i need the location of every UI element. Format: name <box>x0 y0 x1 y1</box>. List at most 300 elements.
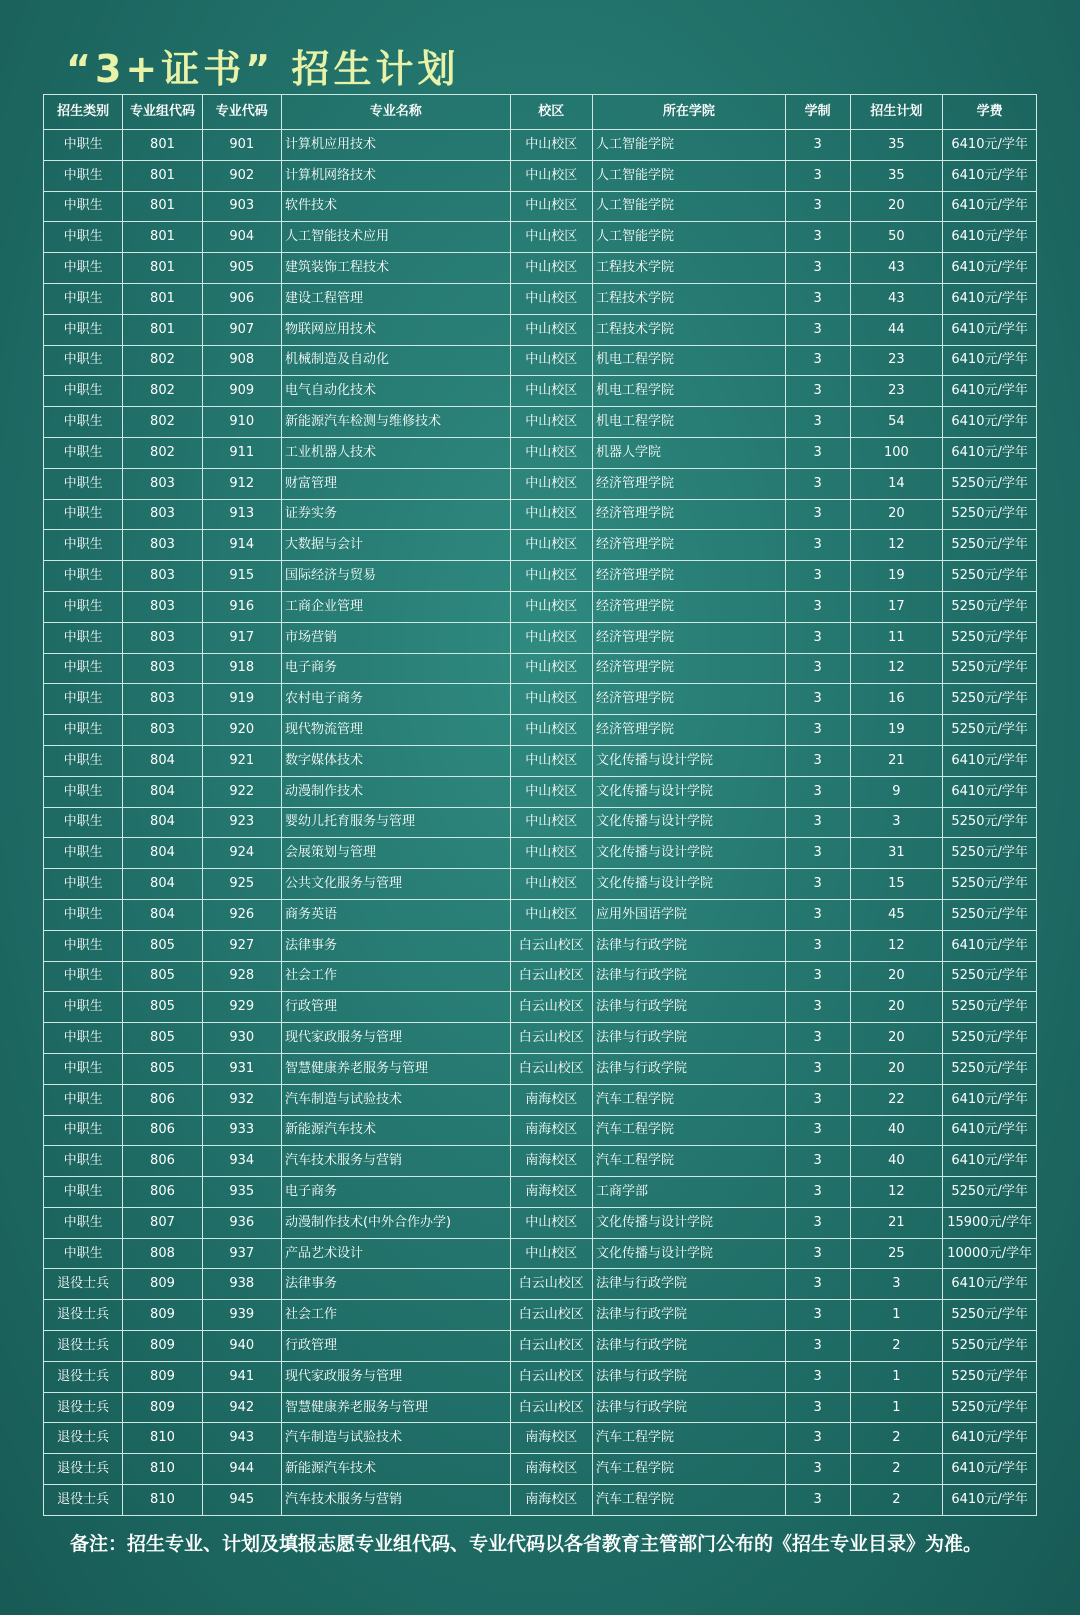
cell-group-code: 809 <box>123 1361 202 1392</box>
cell-major-name: 婴幼儿托育服务与管理 <box>281 807 510 838</box>
table-row <box>44 283 1037 314</box>
cell-campus: 白云山校区 <box>510 930 592 961</box>
cell-tuition: 6410元/学年 <box>943 1454 1037 1485</box>
cell-college: 法律与行政学院 <box>593 1300 786 1331</box>
cell-group-code: 801 <box>123 314 202 345</box>
cell-quota: 2 <box>850 1454 943 1485</box>
cell-group-code: 803 <box>123 468 202 499</box>
cell-major-name: 工商企业管理 <box>281 591 510 622</box>
cell-major-name: 现代物流管理 <box>281 715 510 746</box>
cell-major-name: 汽车技术服务与营销 <box>281 1146 510 1177</box>
cell-tuition: 5250元/学年 <box>943 1300 1037 1331</box>
cell-group-code: 802 <box>123 407 202 438</box>
cell-duration: 3 <box>785 1454 850 1485</box>
cell-major-code: 928 <box>202 961 281 992</box>
table-row <box>44 591 1037 622</box>
table-body <box>44 130 1037 1516</box>
table-row <box>44 407 1037 438</box>
cell-major-code: 901 <box>202 130 281 161</box>
enrollment-plan-table <box>43 94 1037 1516</box>
cell-quota: 20 <box>850 1053 943 1084</box>
cell-major-name: 计算机网络技术 <box>281 160 510 191</box>
cell-campus: 中山校区 <box>510 561 592 592</box>
cell-category: 中职生 <box>44 561 123 592</box>
cell-category: 中职生 <box>44 1115 123 1146</box>
cell-major-name: 电气自动化技术 <box>281 376 510 407</box>
cell-category: 中职生 <box>44 992 123 1023</box>
cell-quota: 45 <box>850 899 943 930</box>
cell-duration: 3 <box>785 1485 850 1516</box>
cell-quota: 1 <box>850 1361 943 1392</box>
cell-duration: 3 <box>785 1238 850 1269</box>
cell-major-code: 940 <box>202 1331 281 1362</box>
table-row <box>44 1084 1037 1115</box>
cell-campus: 中山校区 <box>510 622 592 653</box>
cell-group-code: 802 <box>123 345 202 376</box>
cell-quota: 2 <box>850 1331 943 1362</box>
cell-campus: 中山校区 <box>510 407 592 438</box>
cell-major-code: 911 <box>202 437 281 468</box>
cell-quota: 1 <box>850 1300 943 1331</box>
cell-major-name: 工业机器人技术 <box>281 437 510 468</box>
cell-tuition: 5250元/学年 <box>943 899 1037 930</box>
cell-college: 机电工程学院 <box>593 345 786 376</box>
cell-category: 中职生 <box>44 1053 123 1084</box>
cell-duration: 3 <box>785 1146 850 1177</box>
table-row <box>44 530 1037 561</box>
table-row <box>44 776 1037 807</box>
cell-quota: 22 <box>850 1084 943 1115</box>
cell-quota: 20 <box>850 1023 943 1054</box>
cell-quota: 20 <box>850 961 943 992</box>
cell-category: 退役士兵 <box>44 1485 123 1516</box>
table-row <box>44 160 1037 191</box>
cell-duration: 3 <box>785 653 850 684</box>
cell-college: 工程技术学院 <box>593 253 786 284</box>
cell-major-name: 机械制造及自动化 <box>281 345 510 376</box>
cell-tuition: 5250元/学年 <box>943 622 1037 653</box>
cell-major-name: 现代家政服务与管理 <box>281 1361 510 1392</box>
cell-major-code: 937 <box>202 1238 281 1269</box>
cell-college: 汽车工程学院 <box>593 1146 786 1177</box>
cell-group-code: 806 <box>123 1177 202 1208</box>
cell-category: 中职生 <box>44 869 123 900</box>
table-row <box>44 561 1037 592</box>
cell-quota: 31 <box>850 838 943 869</box>
cell-duration: 3 <box>785 1331 850 1362</box>
cell-major-code: 935 <box>202 1177 281 1208</box>
cell-major-code: 913 <box>202 499 281 530</box>
cell-group-code: 802 <box>123 437 202 468</box>
cell-college: 经济管理学院 <box>593 499 786 530</box>
cell-tuition: 6410元/学年 <box>943 1423 1037 1454</box>
cell-group-code: 809 <box>123 1331 202 1362</box>
cell-quota: 100 <box>850 437 943 468</box>
cell-campus: 白云山校区 <box>510 1300 592 1331</box>
cell-quota: 35 <box>850 160 943 191</box>
cell-category: 退役士兵 <box>44 1423 123 1454</box>
cell-category: 中职生 <box>44 191 123 222</box>
cell-campus: 南海校区 <box>510 1423 592 1454</box>
cell-category: 中职生 <box>44 1146 123 1177</box>
table-row <box>44 745 1037 776</box>
cell-group-code: 801 <box>123 283 202 314</box>
cell-group-code: 803 <box>123 684 202 715</box>
cell-group-code: 803 <box>123 499 202 530</box>
cell-major-name: 行政管理 <box>281 992 510 1023</box>
cell-quota: 11 <box>850 622 943 653</box>
table-row <box>44 961 1037 992</box>
cell-quota: 12 <box>850 530 943 561</box>
cell-group-code: 805 <box>123 961 202 992</box>
cell-duration: 3 <box>785 345 850 376</box>
cell-major-name: 行政管理 <box>281 1331 510 1362</box>
cell-major-code: 931 <box>202 1053 281 1084</box>
cell-group-code: 804 <box>123 869 202 900</box>
column-header-college: 所在学院 <box>593 95 786 130</box>
cell-duration: 3 <box>785 191 850 222</box>
cell-category: 中职生 <box>44 1023 123 1054</box>
cell-category: 中职生 <box>44 899 123 930</box>
cell-category: 中职生 <box>44 1084 123 1115</box>
cell-campus: 中山校区 <box>510 253 592 284</box>
cell-campus: 南海校区 <box>510 1146 592 1177</box>
cell-campus: 中山校区 <box>510 191 592 222</box>
cell-college: 经济管理学院 <box>593 468 786 499</box>
cell-duration: 3 <box>785 930 850 961</box>
cell-group-code: 803 <box>123 622 202 653</box>
cell-major-code: 923 <box>202 807 281 838</box>
cell-duration: 3 <box>785 961 850 992</box>
cell-category: 中职生 <box>44 407 123 438</box>
cell-group-code: 801 <box>123 253 202 284</box>
cell-tuition: 5250元/学年 <box>943 653 1037 684</box>
cell-campus: 中山校区 <box>510 591 592 622</box>
cell-college: 机电工程学院 <box>593 376 786 407</box>
cell-campus: 白云山校区 <box>510 1053 592 1084</box>
cell-duration: 3 <box>785 1053 850 1084</box>
cell-quota: 43 <box>850 283 943 314</box>
cell-campus: 白云山校区 <box>510 1023 592 1054</box>
cell-category: 退役士兵 <box>44 1300 123 1331</box>
cell-category: 中职生 <box>44 314 123 345</box>
cell-duration: 3 <box>785 468 850 499</box>
cell-major-name: 会展策划与管理 <box>281 838 510 869</box>
column-header-category: 招生类别 <box>44 95 123 130</box>
table-row <box>44 899 1037 930</box>
cell-group-code: 809 <box>123 1392 202 1423</box>
cell-quota: 2 <box>850 1423 943 1454</box>
cell-college: 法律与行政学院 <box>593 1269 786 1300</box>
cell-tuition: 5250元/学年 <box>943 468 1037 499</box>
cell-major-name: 社会工作 <box>281 961 510 992</box>
cell-campus: 中山校区 <box>510 684 592 715</box>
cell-quota: 43 <box>850 253 943 284</box>
cell-duration: 3 <box>785 283 850 314</box>
page-title: “3+证书” 招生计划 <box>66 47 460 91</box>
cell-category: 中职生 <box>44 160 123 191</box>
cell-quota: 54 <box>850 407 943 438</box>
cell-tuition: 5250元/学年 <box>943 1361 1037 1392</box>
cell-group-code: 801 <box>123 191 202 222</box>
table-row <box>44 437 1037 468</box>
cell-major-code: 904 <box>202 222 281 253</box>
cell-campus: 中山校区 <box>510 130 592 161</box>
cell-major-name: 人工智能技术应用 <box>281 222 510 253</box>
table-row <box>44 1331 1037 1362</box>
cell-major-name: 建设工程管理 <box>281 283 510 314</box>
cell-tuition: 6410元/学年 <box>943 407 1037 438</box>
cell-group-code: 810 <box>123 1454 202 1485</box>
cell-category: 中职生 <box>44 345 123 376</box>
cell-campus: 南海校区 <box>510 1454 592 1485</box>
cell-campus: 南海校区 <box>510 1177 592 1208</box>
cell-quota: 35 <box>850 130 943 161</box>
table-row <box>44 930 1037 961</box>
cell-quota: 9 <box>850 776 943 807</box>
cell-duration: 3 <box>785 130 850 161</box>
cell-duration: 3 <box>785 1300 850 1331</box>
cell-group-code: 807 <box>123 1207 202 1238</box>
cell-category: 中职生 <box>44 930 123 961</box>
cell-college: 文化传播与设计学院 <box>593 745 786 776</box>
cell-quota: 23 <box>850 345 943 376</box>
table-row <box>44 253 1037 284</box>
cell-major-name: 产品艺术设计 <box>281 1238 510 1269</box>
cell-college: 汽车工程学院 <box>593 1423 786 1454</box>
cell-major-code: 932 <box>202 1084 281 1115</box>
cell-college: 经济管理学院 <box>593 530 786 561</box>
cell-tuition: 6410元/学年 <box>943 222 1037 253</box>
cell-major-name: 软件技术 <box>281 191 510 222</box>
cell-category: 中职生 <box>44 653 123 684</box>
cell-category: 中职生 <box>44 838 123 869</box>
cell-major-name: 法律事务 <box>281 1269 510 1300</box>
cell-category: 退役士兵 <box>44 1454 123 1485</box>
cell-tuition: 6410元/学年 <box>943 1146 1037 1177</box>
cell-major-code: 905 <box>202 253 281 284</box>
cell-tuition: 5250元/学年 <box>943 838 1037 869</box>
cell-duration: 3 <box>785 807 850 838</box>
cell-campus: 中山校区 <box>510 499 592 530</box>
cell-duration: 3 <box>785 776 850 807</box>
cell-quota: 40 <box>850 1115 943 1146</box>
cell-major-code: 941 <box>202 1361 281 1392</box>
cell-group-code: 804 <box>123 838 202 869</box>
cell-duration: 3 <box>785 838 850 869</box>
cell-category: 退役士兵 <box>44 1331 123 1362</box>
cell-major-name: 汽车技术服务与营销 <box>281 1485 510 1516</box>
cell-category: 中职生 <box>44 222 123 253</box>
cell-campus: 白云山校区 <box>510 992 592 1023</box>
cell-college: 汽车工程学院 <box>593 1084 786 1115</box>
column-header-tuition: 学费 <box>943 95 1037 130</box>
cell-campus: 中山校区 <box>510 776 592 807</box>
cell-major-name: 商务英语 <box>281 899 510 930</box>
cell-duration: 3 <box>785 1084 850 1115</box>
table-header-row <box>44 95 1037 130</box>
cell-college: 文化传播与设计学院 <box>593 1207 786 1238</box>
cell-campus: 白云山校区 <box>510 1392 592 1423</box>
cell-campus: 中山校区 <box>510 899 592 930</box>
cell-quota: 44 <box>850 314 943 345</box>
table-row <box>44 191 1037 222</box>
cell-quota: 21 <box>850 745 943 776</box>
cell-college: 人工智能学院 <box>593 160 786 191</box>
cell-group-code: 803 <box>123 653 202 684</box>
table-row <box>44 499 1037 530</box>
column-header-duration: 学制 <box>785 95 850 130</box>
cell-tuition: 5250元/学年 <box>943 561 1037 592</box>
cell-quota: 23 <box>850 376 943 407</box>
cell-major-code: 930 <box>202 1023 281 1054</box>
cell-tuition: 6410元/学年 <box>943 776 1037 807</box>
cell-campus: 中山校区 <box>510 437 592 468</box>
cell-major-code: 934 <box>202 1146 281 1177</box>
cell-duration: 3 <box>785 1023 850 1054</box>
cell-duration: 3 <box>785 376 850 407</box>
cell-group-code: 803 <box>123 715 202 746</box>
cell-group-code: 805 <box>123 1053 202 1084</box>
cell-major-code: 903 <box>202 191 281 222</box>
cell-tuition: 6410元/学年 <box>943 437 1037 468</box>
cell-major-name: 建筑装饰工程技术 <box>281 253 510 284</box>
column-header-quota: 招生计划 <box>850 95 943 130</box>
cell-college: 文化传播与设计学院 <box>593 1238 786 1269</box>
cell-college: 法律与行政学院 <box>593 930 786 961</box>
cell-campus: 中山校区 <box>510 283 592 314</box>
cell-group-code: 804 <box>123 745 202 776</box>
cell-quota: 1 <box>850 1392 943 1423</box>
cell-tuition: 6410元/学年 <box>943 745 1037 776</box>
cell-group-code: 803 <box>123 591 202 622</box>
cell-quota: 21 <box>850 1207 943 1238</box>
cell-category: 中职生 <box>44 130 123 161</box>
table-row <box>44 468 1037 499</box>
cell-quota: 17 <box>850 591 943 622</box>
cell-college: 法律与行政学院 <box>593 992 786 1023</box>
cell-tuition: 15900元/学年 <box>943 1207 1037 1238</box>
cell-major-name: 动漫制作技术 <box>281 776 510 807</box>
cell-group-code: 804 <box>123 807 202 838</box>
cell-tuition: 6410元/学年 <box>943 160 1037 191</box>
cell-college: 文化传播与设计学院 <box>593 776 786 807</box>
cell-major-code: 906 <box>202 283 281 314</box>
table-row <box>44 345 1037 376</box>
cell-tuition: 6410元/学年 <box>943 1115 1037 1146</box>
cell-tuition: 5250元/学年 <box>943 1023 1037 1054</box>
cell-college: 法律与行政学院 <box>593 961 786 992</box>
cell-major-code: 917 <box>202 622 281 653</box>
cell-tuition: 5250元/学年 <box>943 992 1037 1023</box>
cell-college: 工程技术学院 <box>593 314 786 345</box>
cell-quota: 12 <box>850 653 943 684</box>
cell-major-name: 新能源汽车检测与维修技术 <box>281 407 510 438</box>
cell-major-name: 大数据与会计 <box>281 530 510 561</box>
column-header-major-name: 专业名称 <box>281 95 510 130</box>
table-row <box>44 1361 1037 1392</box>
cell-campus: 中山校区 <box>510 715 592 746</box>
cell-major-code: 915 <box>202 561 281 592</box>
cell-campus: 中山校区 <box>510 745 592 776</box>
cell-tuition: 5250元/学年 <box>943 684 1037 715</box>
cell-category: 退役士兵 <box>44 1392 123 1423</box>
cell-major-name: 汽车制造与试验技术 <box>281 1084 510 1115</box>
cell-category: 中职生 <box>44 776 123 807</box>
cell-college: 法律与行政学院 <box>593 1053 786 1084</box>
cell-group-code: 801 <box>123 130 202 161</box>
cell-major-code: 943 <box>202 1423 281 1454</box>
cell-major-name: 新能源汽车技术 <box>281 1115 510 1146</box>
cell-major-name: 证券实务 <box>281 499 510 530</box>
cell-tuition: 6410元/学年 <box>943 376 1037 407</box>
cell-category: 中职生 <box>44 437 123 468</box>
table-row <box>44 1207 1037 1238</box>
cell-major-code: 907 <box>202 314 281 345</box>
cell-major-name: 新能源汽车技术 <box>281 1454 510 1485</box>
cell-duration: 3 <box>785 160 850 191</box>
cell-college: 经济管理学院 <box>593 561 786 592</box>
table-row <box>44 1115 1037 1146</box>
cell-group-code: 805 <box>123 930 202 961</box>
cell-group-code: 810 <box>123 1423 202 1454</box>
table-row <box>44 838 1037 869</box>
cell-quota: 50 <box>850 222 943 253</box>
cell-major-code: 925 <box>202 869 281 900</box>
cell-major-code: 936 <box>202 1207 281 1238</box>
cell-college: 经济管理学院 <box>593 715 786 746</box>
cell-major-name: 汽车制造与试验技术 <box>281 1423 510 1454</box>
cell-group-code: 806 <box>123 1146 202 1177</box>
cell-tuition: 5250元/学年 <box>943 1053 1037 1084</box>
cell-college: 法律与行政学院 <box>593 1331 786 1362</box>
cell-group-code: 810 <box>123 1485 202 1516</box>
cell-major-code: 920 <box>202 715 281 746</box>
table-row <box>44 1392 1037 1423</box>
cell-category: 中职生 <box>44 961 123 992</box>
cell-college: 人工智能学院 <box>593 222 786 253</box>
cell-duration: 3 <box>785 1115 850 1146</box>
cell-quota: 40 <box>850 1146 943 1177</box>
cell-tuition: 6410元/学年 <box>943 253 1037 284</box>
cell-group-code: 809 <box>123 1269 202 1300</box>
cell-tuition: 6410元/学年 <box>943 191 1037 222</box>
cell-tuition: 5250元/学年 <box>943 591 1037 622</box>
cell-duration: 3 <box>785 745 850 776</box>
cell-tuition: 5250元/学年 <box>943 961 1037 992</box>
cell-duration: 3 <box>785 530 850 561</box>
cell-tuition: 5250元/学年 <box>943 807 1037 838</box>
cell-tuition: 6410元/学年 <box>943 283 1037 314</box>
cell-group-code: 803 <box>123 561 202 592</box>
table-row <box>44 1485 1037 1516</box>
cell-duration: 3 <box>785 1269 850 1300</box>
cell-tuition: 5250元/学年 <box>943 715 1037 746</box>
cell-duration: 3 <box>785 437 850 468</box>
cell-category: 中职生 <box>44 1177 123 1208</box>
cell-duration: 3 <box>785 899 850 930</box>
cell-tuition: 6410元/学年 <box>943 345 1037 376</box>
cell-category: 中职生 <box>44 745 123 776</box>
table-row <box>44 1423 1037 1454</box>
cell-campus: 中山校区 <box>510 869 592 900</box>
cell-major-code: 942 <box>202 1392 281 1423</box>
cell-major-name: 国际经济与贸易 <box>281 561 510 592</box>
cell-quota: 19 <box>850 561 943 592</box>
cell-college: 应用外国语学院 <box>593 899 786 930</box>
cell-quota: 25 <box>850 1238 943 1269</box>
table-row <box>44 1177 1037 1208</box>
